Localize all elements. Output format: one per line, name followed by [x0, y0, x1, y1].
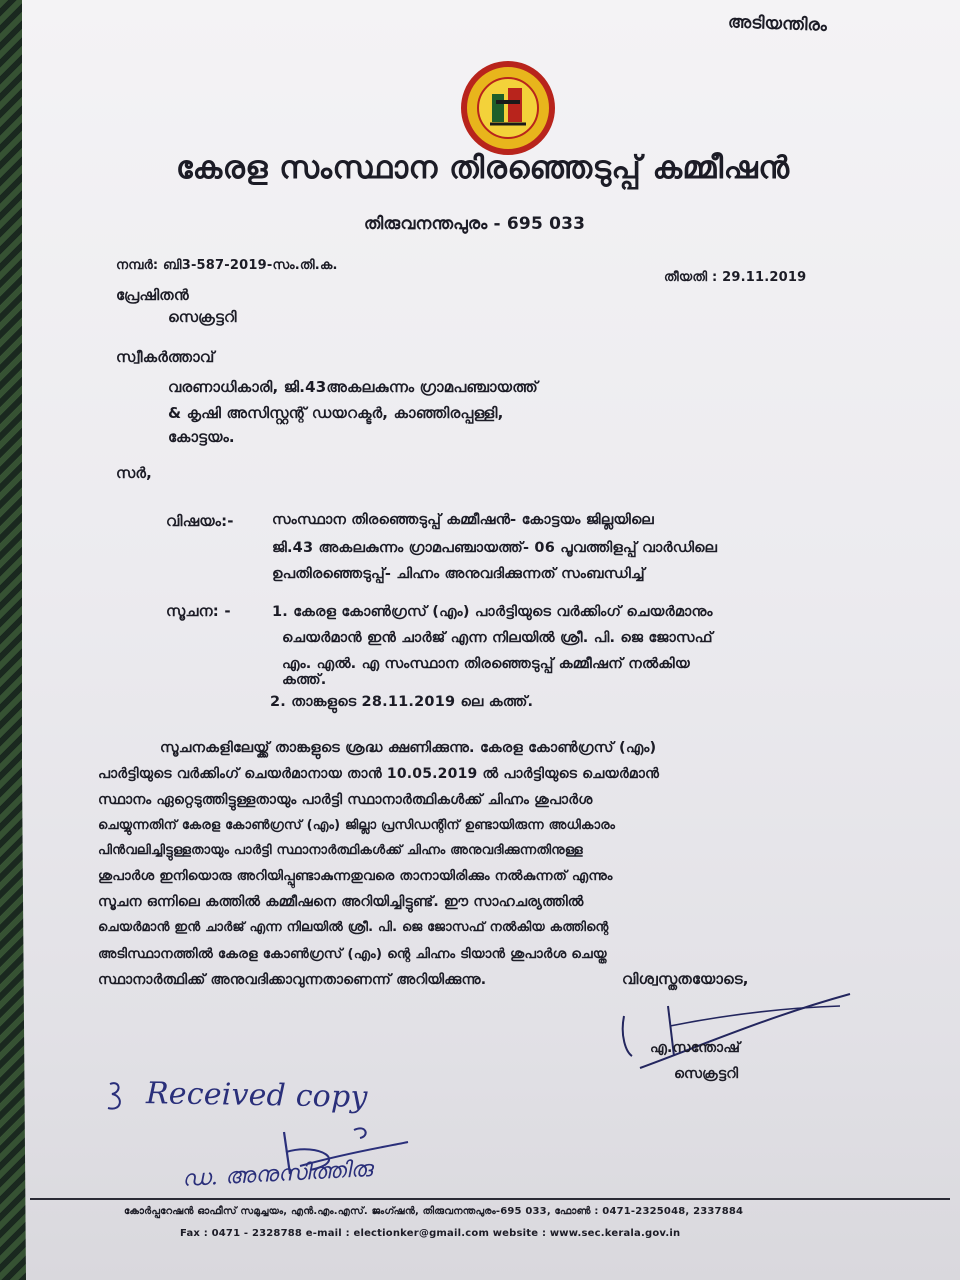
- subject-line: ഉപതിരഞ്ഞെടുപ്പ്- ചിഹ്നം അനുവദിക്കുന്നത് സംബന്ധിച്ച്: [272, 566, 645, 582]
- from-name: സെക്രട്ടറി: [168, 308, 237, 326]
- secretary-signature: [610, 986, 870, 1076]
- reference-number: നമ്പർ: ബി3-587-2019-സം.തി.ക.: [116, 258, 338, 273]
- body-line: സൂചന ഒന്നിലെ കത്തിൽ കമ്മീഷനെ അറിയിച്ചിട്ടുണ്ട്. ഈ സാഹചര്യത്തിൽ: [98, 894, 584, 910]
- closing: വിശ്വസ്തതയോടെ,: [622, 970, 749, 988]
- letter-date: തീയതി : 29.11.2019: [664, 270, 807, 285]
- reference-label: സൂചന: -: [166, 602, 231, 620]
- to-line: വരണാധികാരി, ജി.43അകലകുന്നം ഗ്രാമപഞ്ചായത്ത്: [168, 378, 538, 396]
- body-line: പാർട്ടിയുടെ വർക്കിംഗ് ചെയർമാനായ താൻ 10.05.2019 ൽ പാർട്ടിയുടെ ചെയർമാൻ: [98, 766, 660, 782]
- body-line: ചെയ്യുന്നതിന് കേരള കോൺഗ്രസ് (എം) ജില്ലാ പ്രസിഡന്റിന് ഉണ്ടായിരുന്ന അധികാരം: [98, 818, 616, 833]
- body-line: ശുപാർശ ഇനിയൊരു അറിയിപ്പുണ്ടാകുന്നതുവരെ താനായിരിക്കും നൽകുന്നത് എന്നും: [98, 868, 613, 884]
- footer-address: കോർപ്പറേഷൻ ഓഫീസ് സമുച്ചയം, എൻ.എം.എസ്. ജംഗ്ഷൻ, തിരുവനന്തപുരം-695 033, ഫോൺ : 0471-2325048, 2337884: [124, 1206, 744, 1217]
- body-line: പിൻവലിച്ചിട്ടുള്ളതായും പാർട്ടി സ്ഥാനാർത്ഥികൾക്ക് ചിഹ്നം അനുവദിക്കുന്നതിനുള്ള: [98, 843, 583, 858]
- signatory-title: സെക്രട്ടറി: [674, 1066, 739, 1082]
- body-line: സൂചനകളിലേയ്ക്ക് താങ്കളുടെ ശ്രദ്ധ ക്ഷണിക്കുന്നു. കേരള കോൺഗ്രസ് (എം): [160, 740, 657, 756]
- body-line: ചെയർമാൻ ഇൻ ചാർജ് എന്ന നിലയിൽ ശ്രീ. പി. ജെ ജോസഫ് നൽകിയ കത്തിന്റെ: [98, 920, 609, 935]
- handwritten-received-note: Received copy: [145, 1076, 368, 1115]
- body-line: സ്ഥാനം ഏറ്റെടുത്തിട്ടുള്ളതായും പാർട്ടി സ്ഥാനാർത്ഥികൾക്ക് ചിഹ്നം ശുപാർശ: [98, 792, 593, 808]
- reference-item: കത്ത്.: [282, 672, 327, 688]
- handwritten-receiver-name: ഡ. അനുസിത്തിരു: [181, 1157, 373, 1192]
- signatory-name: എ.സന്തോഷ്: [650, 1040, 741, 1056]
- to-line: കോട്ടയം.: [168, 428, 235, 446]
- subject-label: വിഷയം:-: [166, 512, 234, 530]
- footer-rule: [30, 1198, 950, 1200]
- city-line: തിരുവനന്തപുരം - 695 033: [364, 214, 586, 234]
- reference-item: ചെയർമാൻ ഇൻ ചാർജ് എന്ന നിലയിൽ ശ്രീ. പി. ജെ ജോസഫ്: [282, 630, 713, 646]
- to-line: & കൃഷി അസിസ്റ്റന്റ് ഡയറക്ടർ, കാഞ്ഞിരപ്പള്ളി,: [168, 404, 504, 422]
- from-label: പ്രേഷിതൻ: [116, 286, 189, 304]
- body-line: അടിസ്ഥാനത്തിൽ കേരള കോൺഗ്രസ് (എം) ന്റെ ചിഹ്നം ടിയാൻ ശുപാർശ ചെയ്ത: [98, 946, 607, 962]
- reference-item: 1. കേരള കോൺഗ്രസ് (എം) പാർട്ടിയുടെ വർക്കിംഗ് ചെയർമാനും: [272, 604, 713, 620]
- commission-seal-icon: [460, 60, 556, 156]
- subject-line: സംസ്ഥാന തിരഞ്ഞെടുപ്പ് കമ്മീഷൻ- കോട്ടയം ജില്ലയിലെ: [272, 512, 654, 528]
- reference-item: 2. താങ്കളുടെ 28.11.2019 ലെ കത്ത്.: [270, 694, 534, 710]
- urgent-marking: അടിയന്തിരം: [727, 12, 828, 36]
- subject-line: ജി.43 അകലകുന്നം ഗ്രാമപഞ്ചായത്ത്- 06 പൂവത്തിളപ്പ് വാർഡിലെ: [272, 540, 718, 556]
- body-line: സ്ഥാനാർത്ഥിക്ക് അനുവദിക്കാവുന്നതാണെന്ന് അറിയിക്കുന്നു.: [98, 972, 487, 988]
- footer-contact: Fax : 0471 - 2328788 e-mail : electionker@gmail.com website : www.sec.kerala.gov.in: [180, 1228, 681, 1239]
- receipt-initial-mark: [100, 1078, 140, 1118]
- office-title: കേരള സംസ്ഥാന തിരഞ്ഞെടുപ്പ് കമ്മീഷൻ: [176, 150, 790, 186]
- reference-item: എം. എൽ. എ സംസ്ഥാന തിരഞ്ഞെടുപ്പ് കമ്മീഷന് നൽകിയ: [282, 656, 690, 672]
- salutation: സർ,: [116, 464, 153, 482]
- to-label: സ്വീകർത്താവ്: [116, 348, 215, 366]
